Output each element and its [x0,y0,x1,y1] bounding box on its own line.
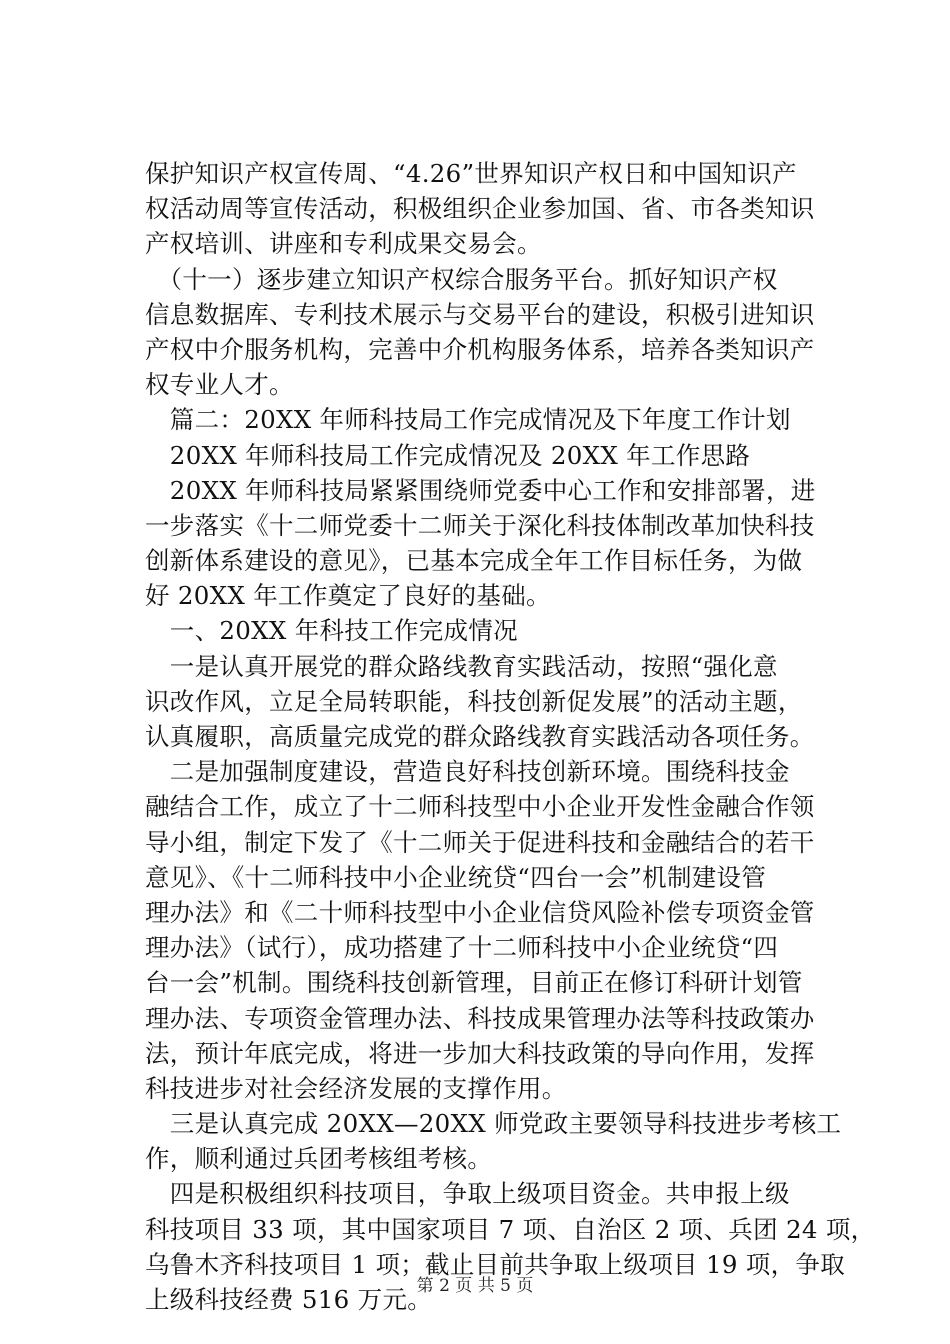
text-line: 上级科技经费 516 万元。 [145,1285,433,1314]
text-line: 台一会”机制。围绕科技创新管理，目前正在修订科研计划管 [145,968,803,998]
text-line: 认真履职，高质量完成党的群众路线教育实践活动各项任务。 [145,722,815,751]
text-line: 科技项目 33 项，其中国家项目 7 项、自治区 2 项、兵团 24 项， [145,1214,876,1244]
text-line: 二是加强制度建设，营造良好科技创新环境。围绕科技金 [145,757,790,787]
text-line: 意见》、《十二师科技中小企业统贷“四台一会”机制建设管 [145,862,767,892]
text-line: 三是认真完成 20XX—20XX 师党政主要领导科技进步考核工 [145,1109,842,1139]
text-line: 产权培训、讲座和专利成果交易会。 [145,229,542,259]
text-line: 理办法、专项资金管理办法、科技成果管理办法等科技政策办 [145,1003,815,1033]
text-line: 产权中介服务机构，完善中介机构服务体系，培养各类知识产 [145,334,815,364]
text-line: 权活动周等宣传活动，积极组织企业参加国、省、市各类知识 [145,194,815,224]
section-heading: 篇二：20XX 年师科技局工作完成情况及下年度工作计划 [145,405,791,435]
text-line: 四是积极组织科技项目，争取上级项目资金。共申报上级 [145,1179,790,1209]
text-line: 作，顺利通过兵团考核组考核。 [145,1144,493,1174]
text-line: 法，预计年底完成，将进一步加大科技政策的导向作用，发挥 [145,1038,815,1068]
text-line: 一是认真开展党的群众路线教育实践活动，按照“强化意 [145,651,778,681]
text-line: 权专业人才。 [145,370,294,400]
text-line: 创新体系建设的意见》，已基本完成全年工作目标任务，为做 [145,546,803,576]
page-number-label: 第 2 页 共 5 页 [416,1276,534,1296]
text-line: 好 20XX 年工作奠定了良好的基础。 [145,581,551,611]
text-line: 一步落实《十二师党委十二师关于深化科技体制改革加快科技 [145,510,815,540]
text-line: 20XX 年师科技局紧紧围绕师党委中心工作和安排部署，进 [145,475,816,505]
text-line: （十一）逐步建立知识产权综合服务平台。抓好知识产权 [145,264,778,294]
text-line: 识改作风，立足全局转职能，科技创新促发展”的活动主题， [145,686,803,716]
document-body [145,156,876,1317]
page-footer [0,1276,950,1296]
text-line: 保护知识产权宣传周、“4.26”世界知识产权日和中国知识产 [145,159,797,188]
text-line: 信息数据库、专利技术展示与交易平台的建设，积极引进知识 [145,299,815,329]
subsection-heading: 一、20XX 年科技工作完成情况 [145,616,518,646]
text-line: 乌鲁木齐科技项目 1 项；截止目前共争取上级项目 19 项，争取 [145,1249,846,1279]
document-title: 20XX 年师科技局工作完成情况及 20XX 年工作思路 [145,440,751,470]
text-line: 科技进步对社会经济发展的支撑作用。 [145,1073,567,1103]
text-line: 理办法》（试行），成功搭建了十二师科技中小企业统贷“四 [145,933,779,963]
text-line: 理办法》和《二十师科技型中小企业信贷风险补偿专项资金管 [145,897,815,927]
text-line: 融结合工作，成立了十二师科技型中小企业开发性金融合作领 [145,792,815,822]
text-line: 导小组，制定下发了《十二师关于促进科技和金融结合的若干 [145,827,815,857]
